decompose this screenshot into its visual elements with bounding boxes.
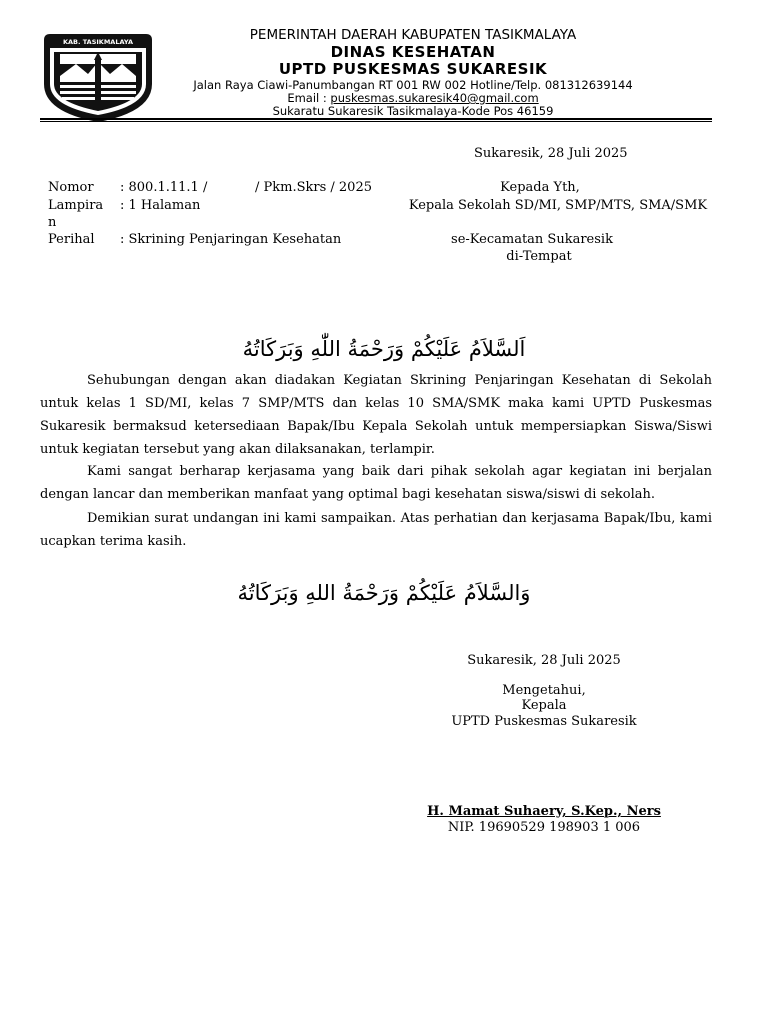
kop-email-line bbox=[163, 91, 663, 105]
regency-logo bbox=[40, 30, 156, 124]
logo-text: KAB. TASIKMALAYA bbox=[62, 38, 134, 46]
recipient-salutation: Kepada Yth, bbox=[500, 180, 580, 195]
regency-emblem-icon bbox=[40, 30, 156, 124]
kop-government: PEMERINTAH DAERAH KABUPATEN TASIKMALAYA bbox=[249, 27, 577, 43]
signature-date: Sukaresik, 28 Juli 2025 bbox=[467, 653, 621, 668]
perihal-label: Perihal bbox=[48, 232, 95, 247]
recipient-addressee: Kepala Sekolah SD/MI, SMP/MTS, SMA/SMK bbox=[408, 198, 708, 213]
paragraph-closing-text: Demikian surat undangan ini kami sampaikan. Atas perhatian dan kerjasama Bapak/Ibu, kami ucapkan terima kasih. bbox=[40, 511, 712, 549]
recipient-place: di-Tempat bbox=[506, 249, 572, 264]
paragraph-intro bbox=[40, 369, 712, 461]
signature-title: Kepala bbox=[521, 698, 567, 713]
lampiran-value: : 1 Halaman bbox=[120, 198, 201, 213]
signatory-nip: NIP. 19690529 198903 1 006 bbox=[447, 820, 641, 835]
nomor-value: : 800.1.11.1 / bbox=[120, 180, 208, 195]
kop-unit: UPTD PUSKESMAS SUKARESIK bbox=[278, 60, 548, 78]
lampiran-label: Lampira bbox=[48, 198, 104, 213]
nomor-suffix: / Pkm.Skrs / 2025 bbox=[255, 180, 372, 195]
lampiran-label-wrap: n bbox=[48, 215, 57, 230]
recipient-district: se-Kecamatan Sukaresik bbox=[451, 232, 613, 247]
email-link[interactable]: puskesmas.sukaresik40@gmail.com bbox=[330, 91, 539, 105]
kop-department: DINAS KESEHATAN bbox=[330, 43, 496, 61]
letter-date: Sukaresik, 28 Juli 2025 bbox=[474, 146, 628, 161]
signature-office: UPTD Puskesmas Sukaresik bbox=[451, 714, 637, 729]
arabic-greeting: اَلسَّلاَمُ عَلَيْكُمْ وَرَحْمَةُ اللّٰهِ وَبَرَكَاتُهُ bbox=[242, 337, 526, 361]
kop-address: Jalan Raya Ciawi-Panumbangan RT 001 RW 002 Hotline/Telp. 081312639144 bbox=[193, 78, 633, 92]
paragraph-hope bbox=[40, 460, 712, 506]
letterhead-rule-thick bbox=[40, 118, 712, 120]
perihal-value: : Skrining Penjaringan Kesehatan bbox=[120, 232, 342, 247]
nomor-label: Nomor bbox=[48, 180, 94, 195]
signature-acknowledged: Mengetahui, bbox=[502, 683, 586, 698]
paragraph-intro-text: Sehubungan dengan akan diadakan Kegiatan Skrining Penjaringan Kesehatan di Sekolah untuk kelas 1 SD/MI, kelas 7 SMP/MTS dan kelas 10 SMA/SMK maka kami UPTD Puskesmas Sukaresik bermaksud ketersediaan Bapak/Ibu Kepala Sekolah untuk mempersiapkan Siswa/Siswi untuk kegiatan tersebut yang akan dilaksanakan, terlampir. bbox=[40, 373, 712, 457]
letterhead-rule-thin bbox=[40, 121, 712, 122]
email-label: Email : bbox=[287, 91, 331, 105]
arabic-closing: وَالسَّلاَمُ عَلَيْكُمْ وَرَحْمَةُ اللهِ وَبَرَكَاتُهُ bbox=[237, 581, 531, 605]
paragraph-hope-text: Kami sangat berharap kerjasama yang baik dari pihak sekolah agar kegiatan ini berjalan dengan lancar dan memberikan manfaat yang optimal bagi kesehatan siswa/siswi di sekolah. bbox=[40, 464, 712, 502]
paragraph-closing bbox=[40, 507, 712, 553]
kop-city-postal: Sukaratu Sukaresik Tasikmalaya-Kode Pos 46159 bbox=[272, 104, 554, 118]
signatory-name: H. Mamat Suhaery, S.Kep., Ners bbox=[427, 804, 661, 819]
